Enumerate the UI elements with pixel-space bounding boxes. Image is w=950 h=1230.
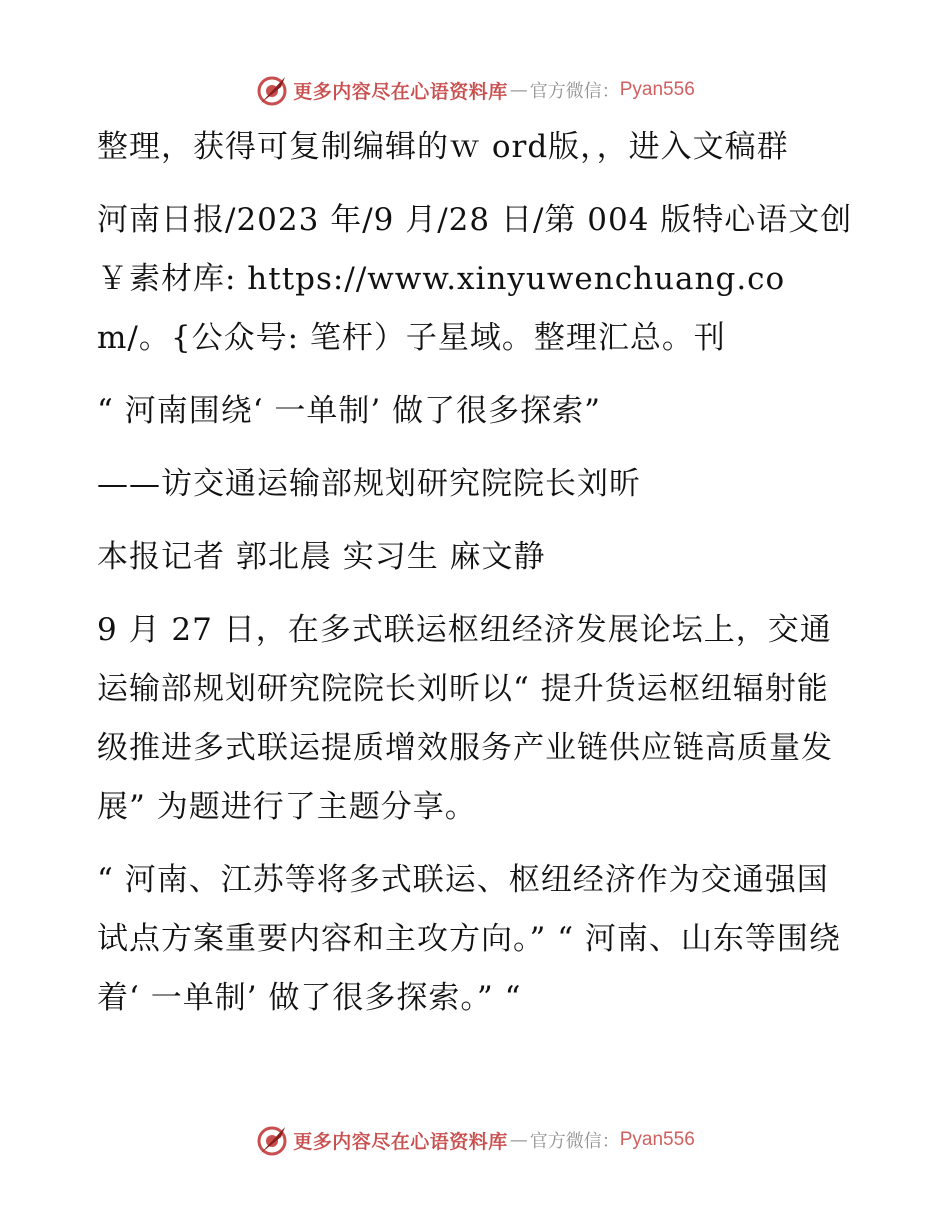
document-body [97, 118, 857, 1028]
watermark-label: 官方微信： [529, 1131, 620, 1152]
article-subtitle: ——访交通运输部规划研究院院长刘昕 [97, 466, 641, 502]
watermark-wechat-id: Pyan556 [619, 79, 695, 100]
byline: 本报记者 郭北晨 实习生 麻文静 [97, 539, 546, 575]
watermark-label: 官方微信： [529, 81, 620, 102]
watermark-dash: — [509, 79, 528, 101]
article-title: “ 河南围绕‘ 一单制’ 做了很多探索” [97, 393, 601, 429]
watermark-footer [0, 1120, 950, 1160]
quill-logo-icon [255, 73, 289, 107]
watermark-header [0, 70, 950, 110]
watermark-text: 更多内容尽在心语资料库 [293, 1130, 508, 1153]
watermark-dash: — [509, 1129, 528, 1151]
paragraph-1: 整理，获得可复制编辑的ｗ ord版，，进入文稿群 [97, 129, 789, 165]
paragraph-body-2: “ 河南、江苏等将多式联运、枢纽经济作为交通强国试点方案重要内容和主攻方向。” “ 河南、山东等围绕着‘ 一单制’ 做了很多探索。” “ [97, 862, 841, 1016]
quill-logo-icon [255, 1123, 289, 1157]
paragraph-2: 河南日报/2023 年/9 月/28 日/第 004 版特心语文创￥素材库: https://www.xinyuwenchuang.com/。{公众号: 笔杆）子星域。整理汇总。刊 [97, 202, 853, 356]
paragraph-body-1: 9 月 27 日，在多式联运枢纽经济发展论坛上，交通运输部规划研究院院长刘昕以“ 提升货运枢纽辐射能级推进多式联运提质增效服务产业链供应链高质量发展” 为题进行了主题分享。 [97, 612, 833, 825]
watermark-text: 更多内容尽在心语资料库 [293, 80, 508, 103]
watermark-wechat-id: Pyan556 [619, 1129, 695, 1150]
